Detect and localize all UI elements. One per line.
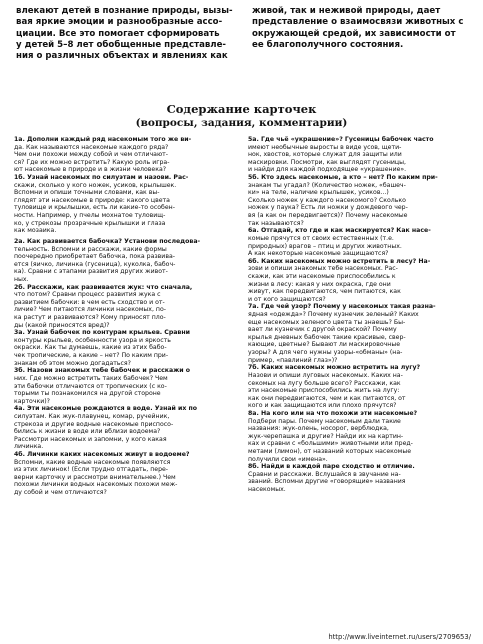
text-line: Вспомни, какие водные насекомые появляются (14, 458, 171, 466)
item-heading-line: 4а. Эти насекомые рождаются в воде. Узнай их по (14, 405, 198, 413)
item-heading-line: 1а. Дополни каждый ряд насекомым того же ви- (14, 136, 192, 143)
text-line: ности. Например, у пчелы мохнатое туловищ- (14, 212, 166, 220)
intro-line: представление о взаимосвязи животных с (252, 17, 464, 28)
text-line: личие? Чем питаются личинки насекомых, по- (14, 306, 166, 314)
text-line: эти бабочки отличаются от тропических (с ко- (14, 382, 167, 390)
text-line: как мозаика. (14, 227, 57, 235)
right-column (248, 136, 470, 628)
item-heading-line: 7б. Каких насекомых можно встретить на лугу? (248, 364, 421, 372)
text-line: Рассмотри насекомых и запомни, у кого какая (14, 435, 167, 443)
text-line: ется (яичко, личинка (гусеница), куколка, бабоч- (14, 260, 176, 268)
text-line: ка растут и развиваются? Кому приносят пло- (14, 314, 166, 322)
text-line: бились к жизни в воде или вблизи водоема? (14, 428, 161, 436)
text-line: скажи, как эти насекомые приспособились к (248, 272, 396, 280)
item-heading-line: 7а. Где чей узор? Почему у насекомых такая разна- (248, 303, 436, 311)
text-line: поочередно приобретает бабочка, пока развива- (14, 253, 175, 261)
text-line: Назови и опиши луговых насекомых. Каких на- (248, 371, 403, 379)
item-heading-line: 3б. Назови знакомых тебе бабочек и расскажи о (14, 367, 191, 375)
text-line: кающие, цветные? Бывают ли маскировочные (248, 341, 401, 349)
text-line: ся? Где их можно встретить? Какую роль игра- (14, 158, 170, 166)
text-line: природных) врагов – птиц и других животных. (248, 242, 402, 250)
text-line: окраски. Как ты думаешь, какие из этих бабо- (14, 344, 167, 352)
text-line: крылья дневных бабочек такие красивые, свер- (248, 333, 406, 341)
text-line: ка). Сравни с этапами развития других живот- (14, 268, 168, 276)
text-line: нок, хвостов, которые служат для защиты или (248, 151, 402, 159)
text-line: имеют необычные выросты в виде усов, щети- (248, 143, 402, 151)
section-heading (0, 102, 483, 130)
text-line: Подбери пары. Почему насекомым дали такие (248, 417, 401, 425)
text-line: ки» на теле, наличие крылышек, усиков...) (248, 189, 389, 197)
left-column (14, 136, 236, 628)
text-line: силуэтам. Как жук-плавунец, комар, ручейник, (14, 412, 170, 420)
intro-line: влекают детей в познание природы, вызы- (16, 6, 233, 16)
text-line: ножек у паука? Есть ли ножки у дождевого чер- (248, 204, 408, 212)
text-line: личинка. (14, 443, 44, 451)
text-line: метами (лимон), от названий которых насекомые (248, 447, 412, 455)
section-title: Содержание карточек (166, 102, 317, 116)
text-line: живут, как передвигаются, чем питаются, как (248, 288, 401, 296)
text-line: Чем они похожи между собой и чем отличают- (14, 151, 169, 159)
text-line: А как некоторые насекомые защищаются? (248, 250, 389, 258)
intro-right-column (252, 6, 469, 62)
text-line: из этих личинок! (Если трудно отгадать, пере- (14, 466, 169, 474)
text-line: ядная «одежда»? Почему кузнечик зеленый? Каких (248, 311, 419, 319)
text-line: как они передвигаются, чем и как питаются, от (248, 394, 406, 402)
text-line: чек тропические, а какие – нет? По каким при- (14, 352, 169, 360)
text-line: жизни в лесу: какая у них окраска, где они (248, 280, 391, 288)
text-line: верни карточку и рассмотри внимательнее.) Чем (14, 473, 176, 481)
text-line: маскировки. Посмотри, как выглядят гусеницы, (248, 158, 406, 166)
item-heading-line: 6б. Каких насекомых можно встретить в лесу? На- (248, 257, 431, 265)
text-line: глядят эти насекомые в природе: какого цвета (14, 196, 170, 204)
item-heading-line: 2а. Как развивается бабочка? Установи последова- (14, 237, 201, 245)
source-url: http://www.liveinternet.ru/users/2709653/ (328, 633, 471, 641)
text-line: вя (а как он передвигается)? Почему насекомые (248, 212, 408, 220)
text-line: так называются? (248, 219, 304, 227)
item-heading-line: 1б. Узнай насекомых по силуэтам и назови. Рас- (14, 174, 189, 182)
text-line: торыми ты познакомился на другой стороне (14, 390, 161, 398)
text-line: карточки)? (14, 397, 50, 405)
text-line: пример, «павлиний глаз»)? (248, 356, 338, 364)
text-line: Сколько ножек у каждого насекомого? Сколько (248, 196, 406, 204)
text-line: похожи личинки водных насекомых похожи меж- (14, 481, 178, 489)
item-heading-line: 5а. Где чьё «украшение»? Гусеницы бабочек часто (248, 136, 434, 143)
intro-line: у детей 5–8 лет обобщенные представле- (16, 39, 226, 50)
text-line: ных. (14, 275, 29, 283)
text-line: эти насекомые приспособились жить на лугу: (248, 387, 400, 395)
item-heading-line: 2б. Расскажи, как развивается жук: что сначала, (14, 283, 193, 291)
text-line: да. Как называются насекомые каждого ряда? (14, 143, 169, 151)
text-line: туловище и крылышки, есть ли какие-то особен- (14, 204, 175, 212)
text-line: стрекоза и другие водные насекомые приспосо- (14, 420, 174, 428)
text-line: ют насекомые в природе и в жизни человека? (14, 166, 167, 174)
item-heading-line: 5б. Кто здесь насекомые, а кто – нет? По каким при- (248, 174, 438, 182)
intro-section (16, 6, 469, 62)
intro-line: ее благополучного состояния. (252, 39, 404, 50)
item-heading-line: 6а. Отгадай, кто где и как маскируется? Как насе- (248, 227, 431, 235)
section-subtitle: (вопросы, задания, комментарии) (135, 117, 348, 129)
text-line: знакам об этом можно догадаться? (14, 359, 131, 367)
text-line: названия: жук-олень, носорог, верблюдка, (248, 425, 389, 433)
text-line: Сравни и расскажи. Вслушайся в звучание на- (248, 470, 401, 478)
text-line: званий. Вспомни другие «говорящие» названия (248, 478, 406, 486)
text-line: ды (какой приносятся вред)? (14, 321, 110, 329)
text-line: зови и опиши знакомых тебе насекомых. Рас- (248, 265, 398, 273)
text-line: Вспомни и опиши точными словами, как вы- (14, 189, 160, 197)
text-line: знакам ты угадал? (Количество ножек, «башеч- (248, 181, 406, 189)
text-line: скажи, сколько у кого ножек, усиков, крылышек. (14, 181, 177, 189)
intro-line: живой, так и неживой природы, дает (252, 6, 441, 16)
text-line: и найди для каждой подходящее «украшение». (248, 166, 407, 174)
text-line: них. Где можно встретить таких бабочек? Чем (14, 374, 168, 382)
intro-left-column (16, 6, 233, 62)
intro-line: циации. Все это помогает сформировать (16, 28, 220, 39)
text-line: узоры? А для чего нужны узоры-«обманы» (на- (248, 349, 403, 357)
text-line: ду собой и чем отличаются? (14, 489, 107, 497)
text-line: получили свои «имена». (248, 455, 328, 463)
intro-line: окружающей средой, их зависимости от (252, 28, 456, 39)
item-heading-line: 8б. Найди в каждой паре сходство и отличие. (248, 463, 415, 471)
text-line: комые прячутся от своих естественных (т.е. (248, 234, 394, 242)
text-line: ко, у стрекозы прозрачные крылышки и глаза (14, 219, 166, 227)
text-line: ках и сравни с «большими» животными или пред- (248, 440, 413, 448)
intro-line: ния о различных объектах и явлениях как (16, 51, 228, 62)
text-line: вает ли кузнечик с другой окраской? Почему (248, 326, 397, 334)
text-line: тельность. Вспомни и расскажи, какие формы (14, 245, 167, 253)
text-line: секомых на лугу больше всего? Расскажи, как (248, 379, 401, 387)
cards-content (14, 136, 470, 628)
intro-line: вая яркие эмоции и разнообразные ассо- (16, 17, 223, 28)
item-heading-line: 4б. Личинки каких насекомых живут в водоеме? (14, 450, 190, 458)
text-line: развитием бабочки: в чем есть сходство и от- (14, 298, 165, 306)
text-line: кого и как защищаются или плохо прячутся? (248, 402, 397, 410)
text-line: еще насекомых зеленого цвета ты знаешь? Бы- (248, 318, 406, 326)
item-heading-line: 3а. Узнай бабочек по контурам крыльев. Сравни (14, 329, 190, 337)
text-line: жук-черепашка и другие? Найди их на картин- (248, 432, 404, 440)
text-line: насекомых. (248, 486, 286, 494)
item-heading-line: 8а. На кого или на что похожи эти насекомые? (248, 409, 418, 417)
text-line: контуры крыльев, особенности узора и яркость (14, 336, 171, 344)
text-line: что потом? Сравни процесс развития жука с (14, 291, 161, 299)
text-line: и от кого защищаются? (248, 295, 326, 303)
